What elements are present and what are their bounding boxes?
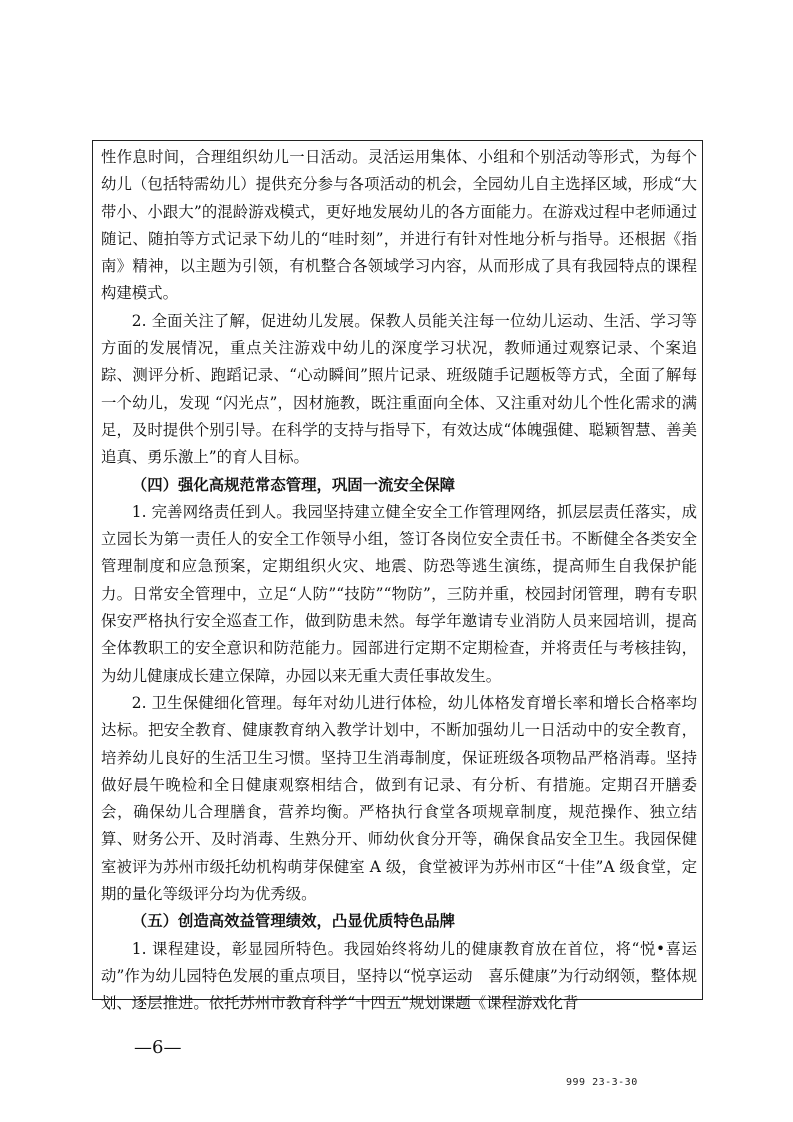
- page-number: —6—: [134, 1037, 182, 1058]
- print-stamp: 999 23-3-30: [566, 1077, 638, 1088]
- paragraph: 2. 卫生保健细化管理。每年对幼儿进行体检，幼儿体格发育增长率和增长合格率均达标。把安全教育、健康教育纳入教学计划中，不断加强幼儿一日活动中的安全教育，培养幼儿良好的生活卫生习惯。坚持卫生消毒制度，保证班级各项物品严格消毒。坚持做好晨午晚检和全日健康观察相结合，做到有记录、有分析、有措施。定期召开膳委会，确保幼儿合理膳食，营养均衡。严格执行食堂各项规章制度，规范操作、独立结算、财务公开、及时消毒、生熟分开、师幼伙食分开等，确保食品安全卫生。我园保健室被评为苏州市级托幼机构萌芽保健室 A 级，食堂被评为苏州市区“十佳”A 级食堂，定期的量化等级评分均为优秀级。: [101, 693, 697, 904]
- paragraph: 1. 课程建设，彰显园所特色。我园始终将幼儿的健康教育放在首位，将“悦•喜运动”作为幼儿园特色发展的重点项目，坚持以“悦享运动 喜乐健康”为行动纲领，整体规划、逐层推进。依托苏州市教育科学“十四五”规划课题《课程游戏化背: [101, 939, 697, 1013]
- paragraph: 性作息时间，合理组织幼儿一日活动。灵活运用集体、小组和个别活动等形式，为每个幼儿（包括特需幼儿）提供充分参与各项活动的机会，全园幼儿自主选择区域，形成“大带小、小跟大”的混龄游戏模式，更好地发展幼儿的各方面能力。在游戏过程中老师通过随记、随拍等方式记录下幼儿的“哇时刻”，并进行有针对性地分析与指导。还根据《指南》精神，以主题为引领，有机整合各领域学习内容，从而形成了具有我园特点的课程构建模式。: [101, 148, 697, 303]
- paragraph: 2. 全面关注了解，促进幼儿发展。保教人员能关注每一位幼儿运动、生活、学习等方面的发展情况，重点关注游戏中幼儿的深度学习状况，教师通过观察记录、个案追踪、测评分析、跑蹈记录、“心动瞬间”照片记录、班级随手记题板等方式，全面了解每一个幼儿，发现 “闪光点”，因材施教，既注重面向全体、又注重对幼儿个性化需求的满足，及时提供个别引导。在科学的支持与指导下，有效达成“体魄强健、聪颖智慧、善美追真、勇乐激上”的育人目标。: [101, 311, 697, 467]
- paragraph: 1. 完善网络责任到人。我园坚持建立健全安全工作管理网络，抓层层责任落实，成立园长为第一责任人的安全工作领导小组，签订各岗位安全责任书。不断健全各类安全管理制度和应急预案，定期组织火灾、地震、防恐等逃生演练，提高师生自我保护能力。日常安全管理中，立足“人防”“技防”“物防”，三防并重，校园封闭管理，聘有专职保安严格执行安全巡查工作，做到防患未然。每学年邀请专业消防人员来园培训，提高全体教职工的安全意识和防范能力。园部进行定期不定期检查，并将责任与考核挂钩，为幼儿健康成长建立保障，办园以来无重大责任事故发生。: [101, 502, 697, 685]
- section-heading: （四）强化高规范常态管理，巩固一流安全保障: [131, 475, 456, 494]
- section-heading: （五）创造高效益管理绩效，凸显优质特色品牌: [131, 912, 456, 931]
- document-body: [101, 144, 697, 1018]
